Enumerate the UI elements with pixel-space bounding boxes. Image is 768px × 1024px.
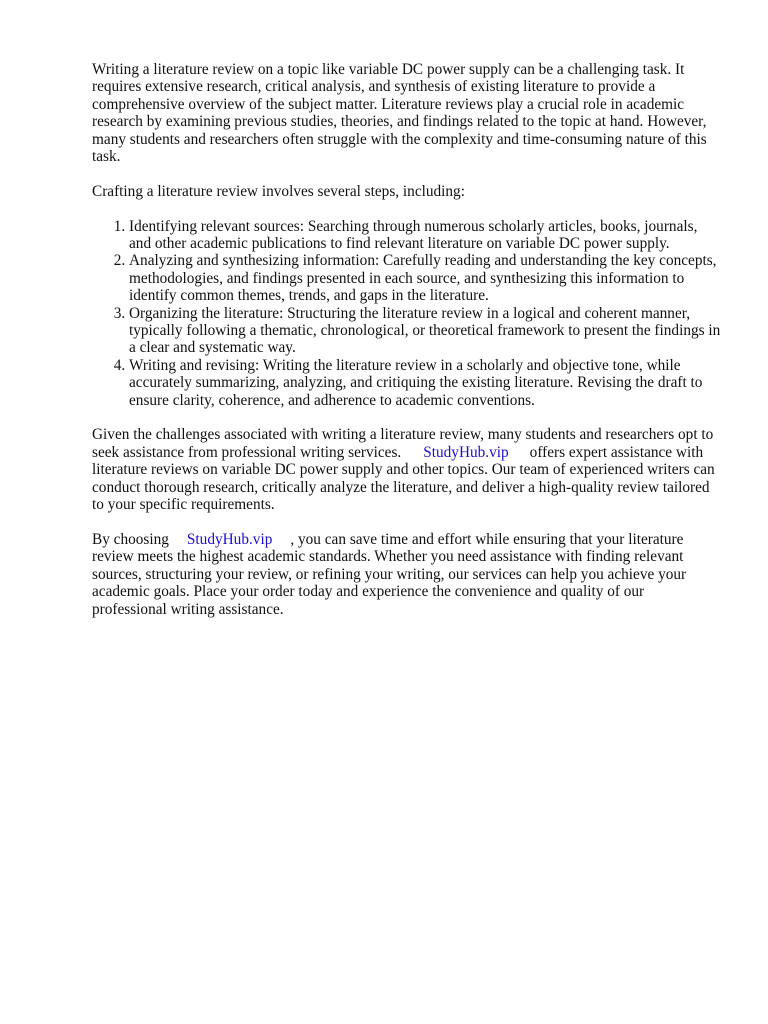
services-paragraph [92, 426, 722, 513]
list-item: 3. Organizing the literature: Structuring the literature review in a logical and coherent manner, typically following a thematic, chronological, or theoretical framework to present the findings in a clear and systematic way. [129, 305, 722, 357]
steps-intro: Crafting a literature review involves several steps, including: [92, 182, 465, 200]
list-item: 1. Identifying relevant sources: Searching through numerous scholarly articles, books, journals, and other academic publications to find relevant literature on variable DC power supply. [129, 218, 722, 253]
services-text-before: Given the challenges associated with writing a literature review, many students and researchers opt to seek assistance from professional writing services. [92, 426, 714, 461]
steps-list [92, 218, 722, 409]
studyhub-link[interactable]: StudyHub.vip [423, 443, 509, 461]
services-text-after: offers expert assistance with literature reviews on variable DC power supply and other topics. Our team of experienced writers can conduct thorough research, critically analyze the literature, and deliver a high-quality review tailored to your specific requirements. [92, 443, 715, 514]
closing-paragraph [92, 531, 722, 618]
closing-text-after: , you can save time and effort while ensuring that your literature review meets the highest academic standards. Whether you need assistance with finding relevant sources, structuring your review, or refining your writing, our services can help you achieve your academic goals. Place your order today and experience the convenience and quality of our professional writing assistance. [92, 530, 687, 618]
closing-text-before: By choosing [92, 530, 169, 548]
studyhub-link[interactable]: StudyHub.vip [186, 530, 273, 548]
document-page [92, 61, 722, 635]
list-item: 2. Analyzing and synthesizing information: Carefully reading and understanding the key concepts, methodologies, and findings presented in each source, and synthesizing this information to identify common themes, trends, and gaps in the literature. [129, 252, 722, 304]
list-item: 4. Writing and revising: Writing the literature review in a scholarly and objective tone, while accurately summarizing, analyzing, and critiquing the existing literature. Revising the draft to ensure clarity, coherence, and adherence to academic conventions. [129, 357, 722, 409]
intro-paragraph: Writing a literature review on a topic like variable DC power supply can be a challenging task. It requires extensive research, critical analysis, and synthesis of existing literature to provide a comprehensive overview of the subject matter. Literature reviews play a crucial role in academic research by examining previous studies, theories, and findings related to the topic at hand. However, many students and researchers often struggle with the complexity and time-consuming nature of this task. [92, 61, 707, 166]
